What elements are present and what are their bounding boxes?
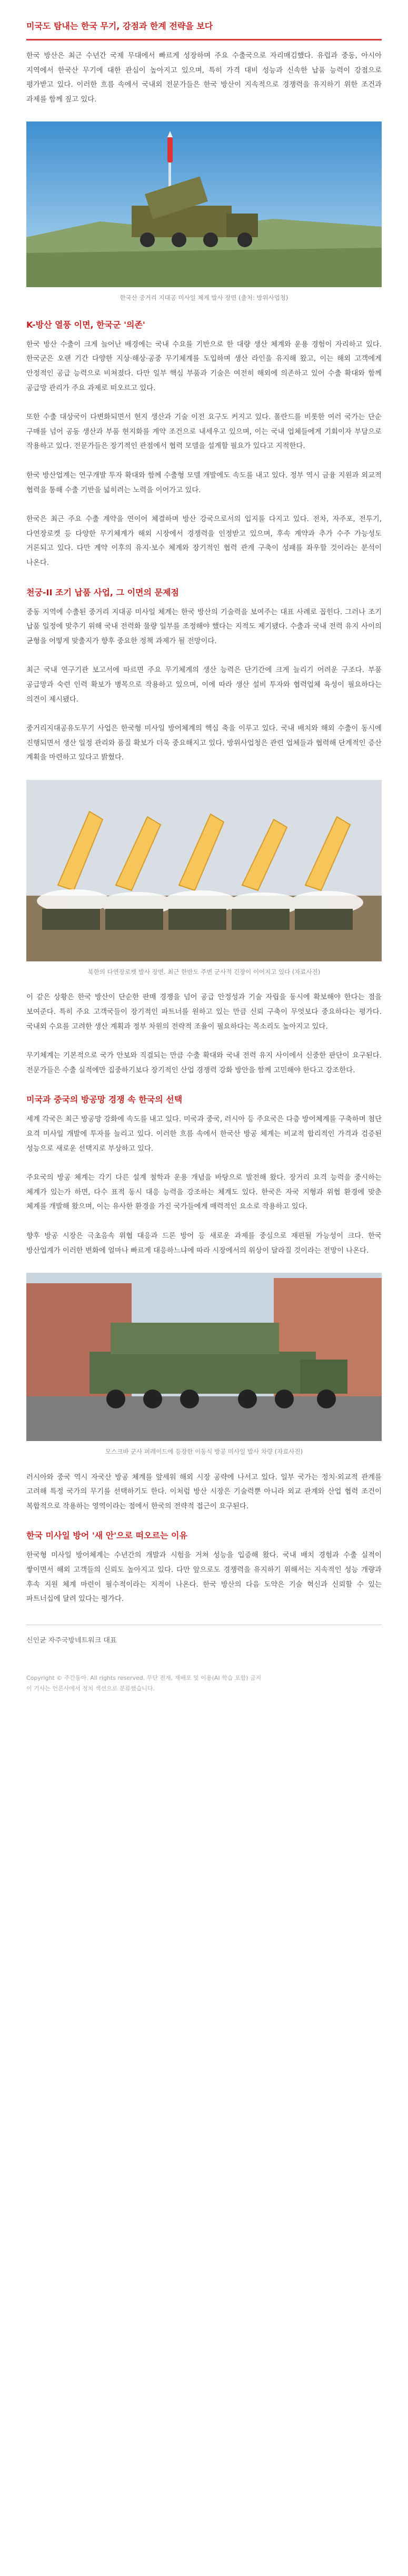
article-paragraph: 한국형 미사일 방어체계는 수년간의 개발과 시험을 거쳐 성능을 입증해 왔다. 국내 배치 경험과 수출 실적이 쌓이면서 해외 고객들의 신뢰도 높아지고 있다. 다만 앞으로도 경쟁력을 유지하기 위해서는 지속적인 성능 개량과 후속 지원 체계 마련이 필수적이라는 지적이 나온다. 한국 방산의 다음 도약은 기술 혁신과 신뢰할 수 있는 파트너십에 달려 있다는 평가다. xyxy=(26,1551,382,1604)
article-figure xyxy=(26,121,382,302)
section-note: 이 기사는 언론사에서 정치 섹션으로 분류했습니다. xyxy=(26,1685,155,1692)
article-paragraph: 러시아와 중국 역시 자국산 방공 체계를 앞세워 해외 시장 공략에 나서고 있다. 일부 국가는 정치·외교적 관계를 고려해 특정 국가의 무기를 선택하기도 한다. 이처럼 방산 시장은 기술력뿐 아니라 외교 관계와 산업 협력 조건이 복합적으로 작용하는 영역이라는 점에서 한국의 전략적 접근이 요구된다. xyxy=(26,1473,382,1510)
section-heading: 천궁-II 조기 납품 사업, 그 이면의 문제점 xyxy=(26,587,179,597)
article-paragraph: 또한 수출 대상국이 다변화되면서 현지 생산과 기술 이전 요구도 커지고 있다. 폴란드를 비롯한 여러 국가는 단순 구매를 넘어 공동 생산과 부품 현지화를 계약 조건으로 내세우고 있으며, 이는 국내 업체들에게 기회이자 부담으로 작용하고 있다. 전문가들은 장기적인 관점에서 협력 모델을 설계할 필요가 있다고 지적한다. xyxy=(26,413,382,451)
section-heading: K-방산 열풍 이면, 한국군 '의존' xyxy=(26,319,145,330)
article-section xyxy=(26,319,382,571)
article-figure xyxy=(26,780,382,977)
article-paragraph: 무기체계는 기본적으로 국가 안보와 직결되는 만큼 수출 확대와 국내 전력 유지 사이에서 신중한 판단이 요구된다. 전문가들은 수출 실적에만 집중하기보다 장기적인 산업 경쟁력 강화 방안을 함께 고민해야 한다고 강조한다. xyxy=(26,1052,382,1074)
missile-icon xyxy=(167,131,173,163)
intro-heading: 미국도 탐내는 한국 무기, 강점과 한계 전략을 보다 xyxy=(26,21,213,31)
copyright-notice xyxy=(26,1673,382,1694)
article-paragraph: 중동 지역에 수출된 중거리 지대공 미사일 체계는 한국 방산의 기술력을 보여주는 대표 사례로 꼽힌다. 그러나 조기 납품 일정에 맞추기 위해 국내 전력화 물량 일부를 조정해야 했다는 지적도 제기됐다. 수출과 국내 전력 유지 사이의 균형을 어떻게 맞출지가 향후 중요한 정책 과제가 될 전망이다. xyxy=(26,608,382,645)
launcher-photo xyxy=(26,1273,382,1441)
article-section xyxy=(26,40,382,303)
article-paragraph: 중거리지대공유도무기 사업은 한국형 미사일 방어체계의 핵심 축을 이루고 있다. 국내 배치와 해외 수출이 동시에 진행되면서 생산 일정 관리와 품질 확보가 더욱 중요해지고 있다. 방위사업청은 관련 업체들과 협력해 단계적인 증산 계획을 마련하고 있다고 밝혔다. xyxy=(26,725,382,762)
article-paragraph: 최근 국내 연구기관 보고서에 따르면 주요 무기체계의 생산 능력은 단기간에 크게 늘리기 어려운 구조다. 부품 공급망과 숙련 인력 확보가 병목으로 작용하고 있으며, 이에 따라 생산 설비 투자와 협력업체 육성이 필요하다는 의견이 제시됐다. xyxy=(26,666,382,704)
copyright-line: Copyright © 주간동아. All rights reserved. 무단 전재, 재배포 및 이용(AI 학습 포함) 금지 xyxy=(26,1674,262,1681)
section-heading: 미국과 중국의 방공망 경쟁 속 한국의 선택 xyxy=(26,1094,183,1105)
article-paragraph: 향후 방공 시장은 극초음속 위협 대응과 드론 방어 등 새로운 과제를 중심으로 재편될 가능성이 크다. 한국 방산업계가 이러한 변화에 얼마나 빠르게 대응하느냐에 따라 시장에서의 위상이 달라질 것이라는 전망이 나온다. xyxy=(26,1232,382,1255)
article-paragraph: 세계 각국은 최근 방공망 강화에 속도를 내고 있다. 미국과 중국, 러시아 등 주요국은 다층 방어체계를 구축하며 첨단 요격 미사일 개발에 투자를 늘리고 있다. 이러한 흐름 속에서 한국산 방공 체계는 비교적 합리적인 가격과 검증된 성능으로 새로운 선택지로 부상하고 있다. xyxy=(26,1115,382,1153)
article-section xyxy=(26,1529,382,1606)
figure-caption: 북한의 다연장로켓 발사 장면. 최근 한반도 주변 군사적 긴장이 이어지고 있다 (자료사진) xyxy=(87,968,321,976)
figure-caption: 한국산 중거리 지대공 미사일 체계 발사 장면 (출처: 방위사업청) xyxy=(120,294,288,302)
figure-caption: 모스크바 군사 퍼레이드에 등장한 이동식 방공 미사일 발사 차량 (자료사진) xyxy=(105,1448,303,1456)
article-section xyxy=(26,586,382,977)
article-section xyxy=(26,1470,382,1514)
article-paragraph: 한국 방산 수출이 크게 늘어난 배경에는 국내 수요를 기반으로 한 대량 생산 체계와 운용 경험이 자리하고 있다. 한국군은 오랜 기간 다양한 지상·해상·공중 무기체계를 도입하며 생산 라인을 유지해 왔고, 이는 해외 고객에게 안정적인 공급 능력으로 비쳐졌다. 다만 일부 핵심 부품과 기술은 여전히 해외에 의존하고 있어 수출 확대와 함께 공급망 관리가 주요 과제로 떠오르고 있다. xyxy=(26,340,382,392)
author-byline: 신인균 자주국방네트워크 대표 xyxy=(26,1636,117,1645)
article-paragraph: 한국 방산업계는 연구개발 투자 확대와 함께 수출형 모델 개발에도 속도를 내고 있다. 정부 역시 금융 지원과 외교적 협력을 통해 수출 기반을 넓히려는 노력을 이어가고 있다. xyxy=(26,471,382,494)
article-section xyxy=(26,990,382,1078)
article-section xyxy=(26,1093,382,1456)
article-paragraph: 한국 방산은 최근 수년간 국제 무대에서 빠르게 성장하며 주요 수출국으로 자리매김했다. 유럽과 중동, 아시아 지역에서 한국산 무기에 대한 관심이 높아지고 있으며, 특히 가격 대비 성능과 신속한 납품 능력이 강점으로 평가받고 있다. 이러한 흐름 속에서 국내외 전문가들은 한국 방산이 지속적으로 경쟁력을 유지하기 위한 조건과 과제를 함께 짚고 있다. xyxy=(26,52,382,104)
rocket-launch-photo xyxy=(26,780,382,961)
article-paragraph: 주요국의 방공 체계는 각기 다른 설계 철학과 운용 개념을 바탕으로 발전해 왔다. 장거리 요격 능력을 중시하는 체계가 있는가 하면, 다수 표적 동시 대응 능력을 강조하는 체계도 있다. 한국은 자국 지형과 위협 환경에 맞춘 체계를 개발해 왔으며, 이는 유사한 환경을 가진 국가들에게 매력적인 요소로 작용하고 있다. xyxy=(26,1174,382,1211)
section-heading: 한국 미사일 방어 '새 안'으로 떠오르는 이유 xyxy=(26,1530,187,1541)
article-paragraph: 이 같은 상황은 한국 방산이 단순한 판매 경쟁을 넘어 공급 안정성과 기술 자립을 동시에 확보해야 한다는 점을 보여준다. 특히 주요 고객국들이 장기적인 파트너를 원하고 있는 만큼 신뢰 구축이 무엇보다 중요하다는 평가다. 국내외 수요를 고려한 생산 계획과 정부 차원의 전략적 조율이 필요하다는 목소리도 높아지고 있다. xyxy=(26,993,382,1031)
article-paragraph: 한국은 최근 주요 수출 계약을 연이어 체결하며 방산 강국으로서의 입지를 다지고 있다. 전차, 자주포, 전투기, 다연장로켓 등 다양한 무기체계가 해외 시장에서 경쟁력을 인정받고 있으며, 후속 계약과 추가 수주 가능성도 거론되고 있다. 다만 계약 이후의 유지·보수 체계와 장기적인 협력 관계 구축이 성패를 좌우할 것이라는 분석이 나온다. xyxy=(26,515,382,567)
article-body xyxy=(26,40,382,1607)
missile-photo xyxy=(26,121,382,287)
article-figure xyxy=(26,1273,382,1456)
